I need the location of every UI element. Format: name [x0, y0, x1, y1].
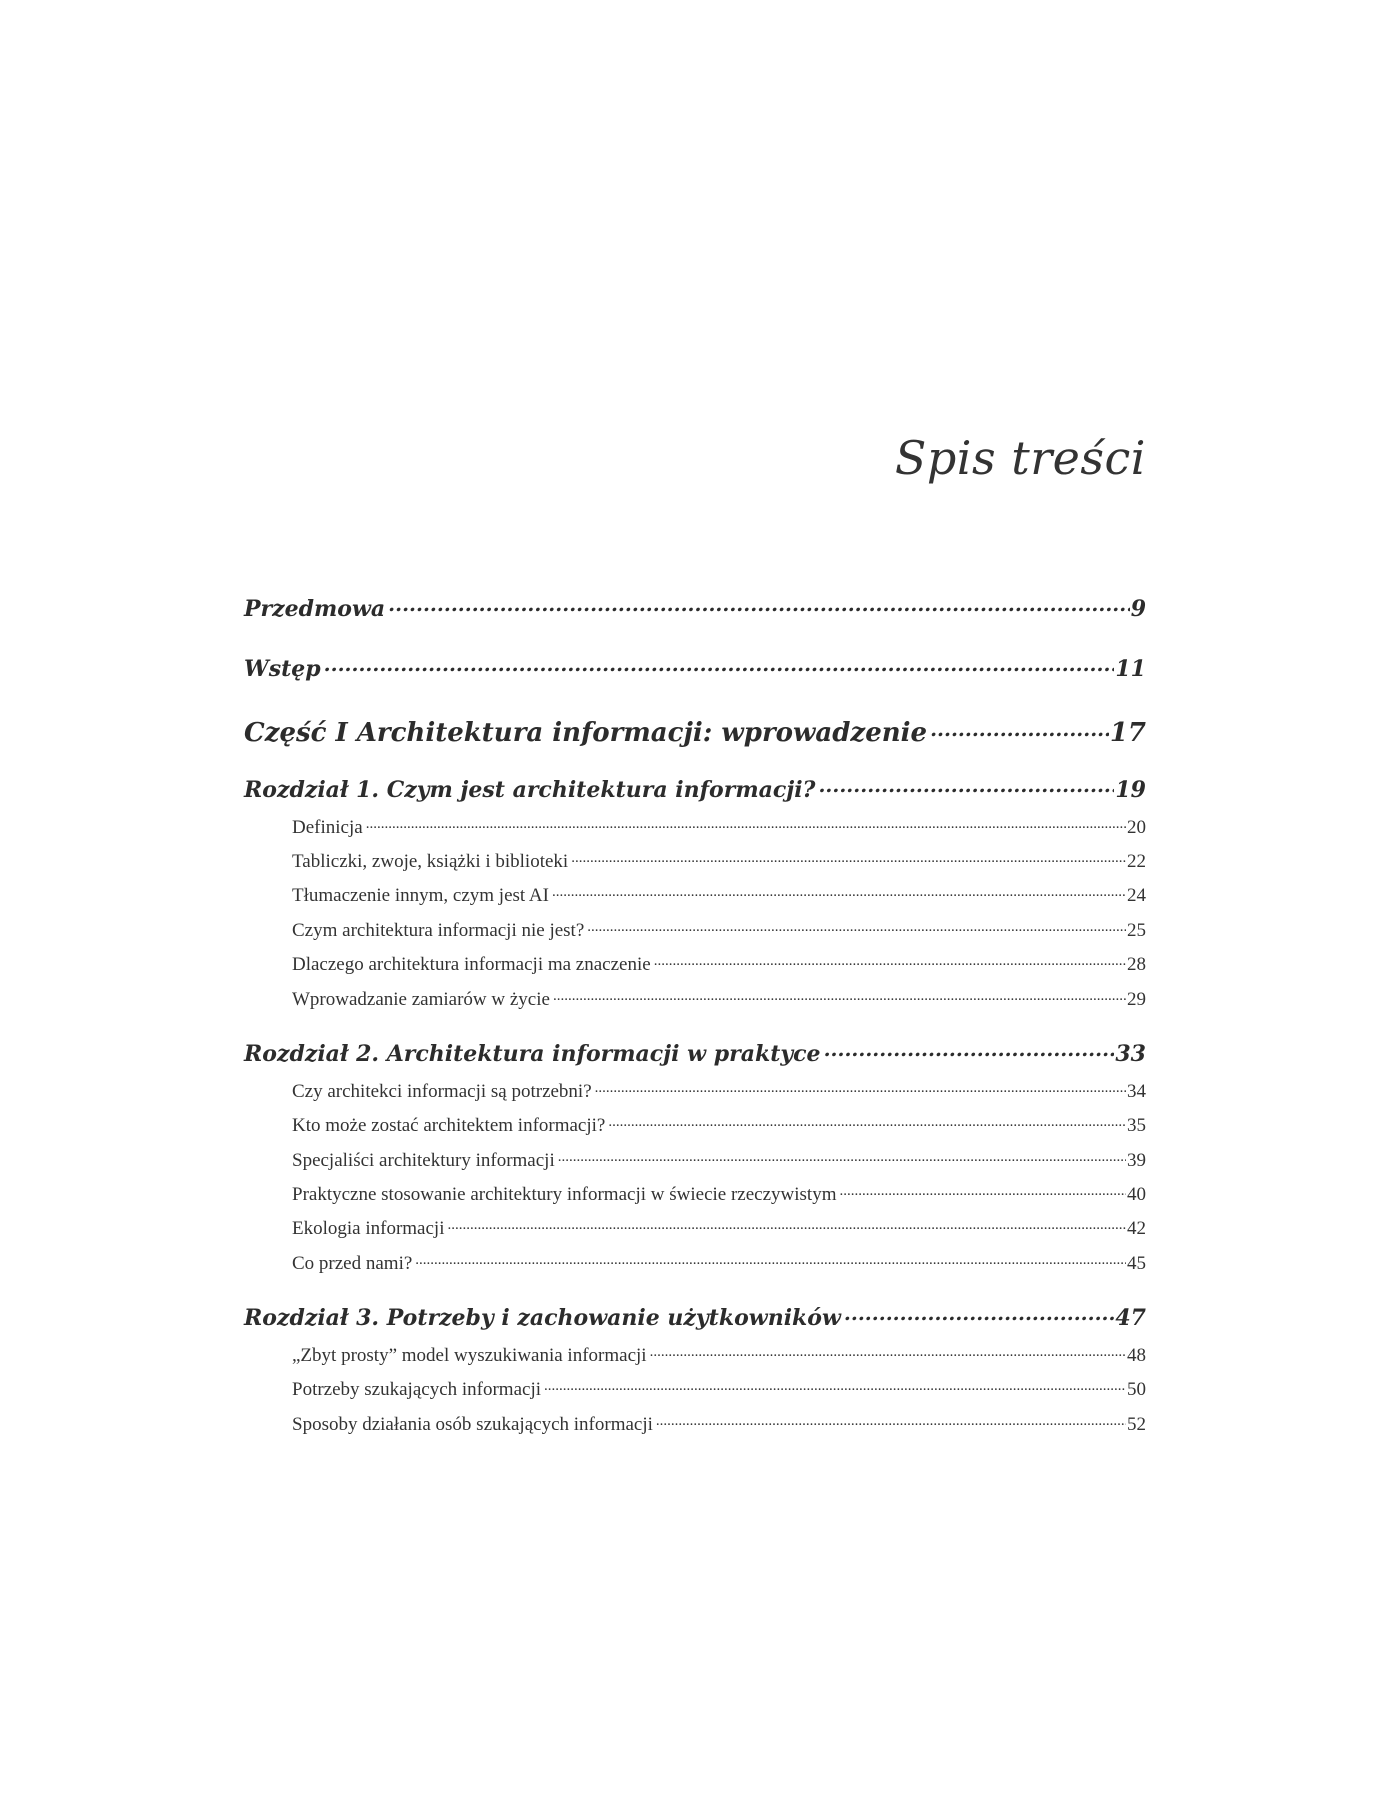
dot-leader [551, 986, 1126, 1005]
toc-section-label: Specjaliści architektury informacji [292, 1150, 555, 1171]
toc-section-label: Tabliczki, zwoje, książki i biblioteki [292, 851, 569, 872]
dot-leader [542, 1376, 1126, 1395]
toc-section-label: Kto może zostać architektem informacji? [292, 1115, 606, 1136]
toc-section-page: 40 [1127, 1184, 1146, 1205]
toc-entry-label: Wstęp [244, 656, 321, 682]
dot-leader [842, 1303, 1114, 1325]
toc-entry-page: 17 [1109, 718, 1146, 748]
dot-leader [585, 917, 1126, 936]
dot-leader [654, 1411, 1126, 1430]
toc-section[interactable] [292, 848, 1146, 874]
toc-section[interactable] [292, 814, 1146, 840]
toc-section-page: 45 [1127, 1253, 1146, 1274]
toc-section[interactable] [292, 1411, 1146, 1437]
toc-section[interactable] [292, 1078, 1146, 1104]
toc-section-page: 35 [1127, 1115, 1146, 1136]
toc-section-label: Wprowadzanie zamiarów w życie [292, 989, 550, 1010]
dot-leader [652, 951, 1126, 970]
toc-section[interactable] [292, 951, 1146, 977]
toc-section-label: Czym architektura informacji nie jest? [292, 920, 585, 941]
dot-leader [445, 1215, 1126, 1234]
toc-entry-page: 19 [1115, 777, 1146, 803]
toc-section[interactable] [292, 1342, 1146, 1368]
toc-section[interactable] [292, 986, 1146, 1012]
toc-section[interactable] [292, 1215, 1146, 1241]
toc-entry-page: 47 [1115, 1305, 1146, 1331]
dot-leader [606, 1112, 1126, 1131]
toc-section-label: Co przed nami? [292, 1253, 413, 1274]
toc-entry-chapter-1[interactable] [244, 775, 1146, 805]
toc-entry-label: Rozdział 3. Potrzeby i zachowanie użytkowników [244, 1305, 841, 1331]
toc-section-label: Potrzeby szukających informacji [292, 1379, 542, 1400]
dot-leader [364, 814, 1126, 833]
toc-section-page: 42 [1127, 1218, 1146, 1239]
toc-section-page: 29 [1127, 989, 1146, 1010]
dot-leader [648, 1342, 1126, 1361]
dot-leader [837, 1181, 1126, 1200]
toc-section-page: 52 [1127, 1414, 1146, 1435]
dot-leader [593, 1078, 1126, 1097]
toc-section-label: Dlaczego architektura informacji ma znaczenie [292, 954, 651, 975]
dot-leader [822, 1039, 1115, 1061]
toc-section-page: 22 [1127, 851, 1146, 872]
toc-section[interactable] [292, 1250, 1146, 1276]
toc-entry-chapter-3[interactable] [244, 1303, 1146, 1333]
toc-section-page: 25 [1127, 920, 1146, 941]
toc-entry-label: Część I Architektura informacji: wprowadzenie [244, 718, 928, 748]
toc-section[interactable] [292, 1376, 1146, 1402]
toc-entry-part-1[interactable] [244, 715, 1146, 749]
page-title: Spis treści [894, 431, 1146, 485]
dot-leader [322, 654, 1115, 676]
dot-leader [556, 1147, 1126, 1166]
toc-section[interactable] [292, 917, 1146, 943]
toc-section[interactable] [292, 1147, 1146, 1173]
toc-section[interactable] [292, 882, 1146, 908]
dot-leader [413, 1250, 1126, 1269]
toc-entry-page: 33 [1115, 1041, 1146, 1067]
toc-entry-przedmowa[interactable] [244, 594, 1146, 624]
toc-section-page: 28 [1127, 954, 1146, 975]
dot-leader [386, 594, 1130, 616]
toc-section-page: 24 [1127, 885, 1146, 906]
toc-entry-wstep[interactable] [244, 654, 1146, 684]
toc-section-label: Definicja [292, 817, 363, 838]
toc-section-label: Tłumaczenie innym, czym jest AI [292, 885, 549, 906]
toc-section[interactable] [292, 1112, 1146, 1138]
dot-leader [569, 848, 1126, 867]
toc-section-label: Czy architekci informacji są potrzebni? [292, 1081, 592, 1102]
toc-section-page: 20 [1127, 817, 1146, 838]
toc-section-page: 34 [1127, 1081, 1146, 1102]
toc-entry-label: Przedmowa [244, 596, 386, 622]
toc-section-label: Sposoby działania osób szukających informacji [292, 1414, 653, 1435]
toc-entry-label: Rozdział 2. Architektura informacji w praktyce [244, 1041, 821, 1067]
toc-entry-page: 11 [1115, 656, 1146, 682]
toc-section-label: „Zbyt prosty” model wyszukiwania informacji [292, 1345, 647, 1366]
toc-section-label: Ekologia informacji [292, 1218, 445, 1239]
toc-entry-chapter-2[interactable] [244, 1039, 1146, 1069]
toc-section[interactable] [292, 1181, 1146, 1207]
toc-section-page: 39 [1127, 1150, 1146, 1171]
toc-entry-page: 9 [1130, 596, 1146, 622]
toc-section-label: Praktyczne stosowanie architektury informacji w świecie rzeczywistym [292, 1184, 837, 1205]
toc-section-page: 48 [1127, 1345, 1146, 1366]
toc-entry-label: Rozdział 1. Czym jest architektura informacji? [244, 777, 816, 803]
dot-leader [928, 715, 1109, 741]
dot-leader [816, 775, 1114, 797]
toc-section-page: 50 [1127, 1379, 1146, 1400]
dot-leader [550, 882, 1126, 901]
